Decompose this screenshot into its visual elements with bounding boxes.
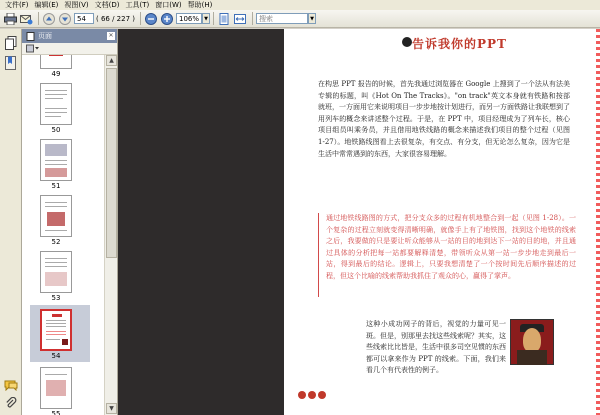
menu-bar — [0, 0, 600, 10]
scroll-down-button[interactable] — [106, 403, 117, 414]
thumbnail-image — [40, 83, 72, 125]
menu-window[interactable]: 窗口(W) — [155, 1, 182, 9]
close-panel-button[interactable] — [107, 32, 115, 40]
thumbnail-image — [40, 251, 72, 293]
menu-help[interactable]: 帮助(H) — [187, 1, 213, 9]
fit-page-icon — [218, 13, 230, 25]
thumbnail-image — [40, 309, 72, 351]
search-input[interactable] — [256, 13, 308, 24]
quote-bar — [318, 213, 319, 297]
zoom-out-icon — [145, 13, 157, 25]
fit-page-button[interactable] — [217, 12, 231, 26]
page-number-input[interactable] — [74, 13, 94, 24]
pages-icon — [26, 32, 35, 41]
page-edge-decoration — [596, 29, 600, 415]
print-button[interactable] — [3, 12, 17, 26]
zoom-in-button[interactable] — [160, 12, 174, 26]
thumbnails-scrollbar[interactable] — [104, 55, 117, 415]
illustration-detective — [510, 319, 554, 365]
email-icon — [20, 13, 33, 25]
zoom-in-icon — [161, 13, 173, 25]
navigation-tab-strip — [0, 29, 22, 415]
pages-panel-title: 页面 — [38, 32, 52, 40]
page-thumbnail-selected[interactable] — [30, 305, 90, 362]
thumbnail-label: 54 — [51, 352, 61, 360]
bookmark-icon — [5, 56, 17, 70]
toolbar-separator — [38, 12, 39, 25]
thumbnail-image — [40, 195, 72, 237]
bookmarks-panel-tab[interactable] — [3, 55, 19, 71]
paragraph-2-highlight: 通过地铁线路图的方式，把分支众多的过程有机地整合到一起（见图 1-28）。一个复杂的过程立刻就变得清晰明确，就像手上有了地铁图，找到这个地铁的线索之后，我要做的只是要让听众能够从一站的目的地到达下一站的目的地，并且通过具体的分析把每一站都要解释清楚，带领听众从第一站一步步地走到最后一站，得到最后的结论。逻辑上，只要我想清楚了一个按时间先后顺序描述的过程，但这个比喻的线索帮助我抓住了观众的心，赢得了掌声。 — [326, 214, 576, 280]
paragraph-3: 这种小成功网子的背后，视觉的力量可见一斑。但是，别那里去找这些线索呢？其实，这些线索比比皆是，生活中很多司空见惯的东西都可以拿来作为 PPT 的线索。下面，我们来看几个有代表性的例子。 — [366, 320, 506, 375]
thumbnail-label: 53 — [51, 294, 61, 302]
toolbar — [0, 10, 600, 28]
menu-view[interactable]: 视图(V) — [64, 1, 89, 9]
paragraph-1: 在构思 PPT 报告的时候，首先我通过浏览器在 Google 上搜到了一个法从有法美专辑的标题，叫《Hot On The Tracks》。"on track"英文本身就有铁路和按部就班，一方面用它来说明项目一步步地按计划进行，而另一方面铁路让我联想到了用列车的概念来讲述整个过程。于是，在 PPT 中，项目经理成为了列车长，核心项目组员叫乘务员，并且借用地铁线路的概念来描述我们项目的整个过程（见图 1-27）。地铁路线图看上去很复杂，有交点、有分支，但无论怎么复杂，因为它是生活中常常遇到的东西，大家很容易理解。 — [318, 80, 570, 158]
page-count-label: ( 66 / 227 ) — [96, 14, 135, 23]
arrow-down-icon: ▼ — [109, 405, 114, 412]
next-page-button[interactable] — [58, 12, 72, 26]
page-thumbnails-list — [22, 55, 104, 415]
menu-document[interactable]: 文档(D) — [94, 1, 120, 9]
chevron-down-icon: ▼ — [204, 15, 208, 22]
comment-icon — [4, 380, 18, 391]
menu-file[interactable]: 文件(F) — [5, 1, 29, 9]
page-thumbnail[interactable] — [30, 139, 90, 190]
toolbar-separator — [252, 12, 253, 25]
toolbar-separator — [213, 12, 214, 25]
page-heading: 告诉我你的PPT — [412, 37, 507, 51]
zoom-level-input[interactable] — [176, 13, 202, 24]
prev-page-button[interactable] — [42, 12, 56, 26]
email-button[interactable] — [19, 12, 33, 26]
options-icon — [26, 44, 40, 53]
zoom-dropdown-button[interactable] — [202, 13, 210, 24]
zoom-out-button[interactable] — [144, 12, 158, 26]
pages-panel-tab[interactable] — [3, 35, 19, 51]
attachments-button[interactable] — [4, 397, 18, 409]
thumbnail-label: 49 — [51, 70, 61, 78]
thumbnail-image — [40, 367, 72, 409]
pages-panel-header — [22, 29, 117, 43]
page-thumbnail[interactable] — [30, 367, 90, 415]
comments-button[interactable] — [4, 379, 18, 391]
chevron-down-icon: ▼ — [310, 15, 314, 22]
fit-width-icon — [234, 13, 246, 25]
paperclip-icon — [5, 397, 17, 409]
thumbnail-label: 55 — [51, 410, 61, 415]
menu-tools[interactable]: 工具(T) — [125, 1, 150, 9]
page-thumbnail[interactable] — [30, 195, 90, 246]
scroll-up-button[interactable] — [106, 55, 117, 66]
page-thumbnail[interactable] — [30, 55, 90, 78]
arrow-up-icon: ▲ — [109, 57, 114, 64]
pdf-page — [284, 29, 600, 415]
thumbnail-image — [40, 139, 72, 181]
menu-edit[interactable]: 编辑(E) — [34, 1, 59, 9]
pages-panel-options[interactable] — [22, 43, 117, 55]
printer-icon — [4, 13, 17, 25]
scroll-thumb[interactable] — [106, 68, 117, 258]
fit-width-button[interactable] — [233, 12, 247, 26]
toolbar-separator — [140, 12, 141, 25]
arrow-down-icon — [59, 13, 71, 25]
pages-icon — [5, 36, 17, 50]
page-number-decoration — [298, 391, 326, 399]
document-view[interactable] — [118, 29, 600, 415]
arrow-up-icon — [43, 13, 55, 25]
pages-panel — [22, 29, 118, 415]
thumbnail-label: 52 — [51, 238, 61, 246]
previous-page-dark-area — [118, 29, 284, 415]
page-thumbnail[interactable] — [30, 83, 90, 134]
bomb-icon — [402, 37, 412, 47]
page-thumbnail[interactable] — [30, 251, 90, 302]
close-icon: ✕ — [108, 32, 114, 39]
thumbnail-label: 51 — [51, 182, 61, 190]
thumbnail-image — [40, 55, 72, 69]
search-dropdown-button[interactable] — [308, 13, 316, 24]
thumbnail-label: 50 — [51, 126, 61, 134]
